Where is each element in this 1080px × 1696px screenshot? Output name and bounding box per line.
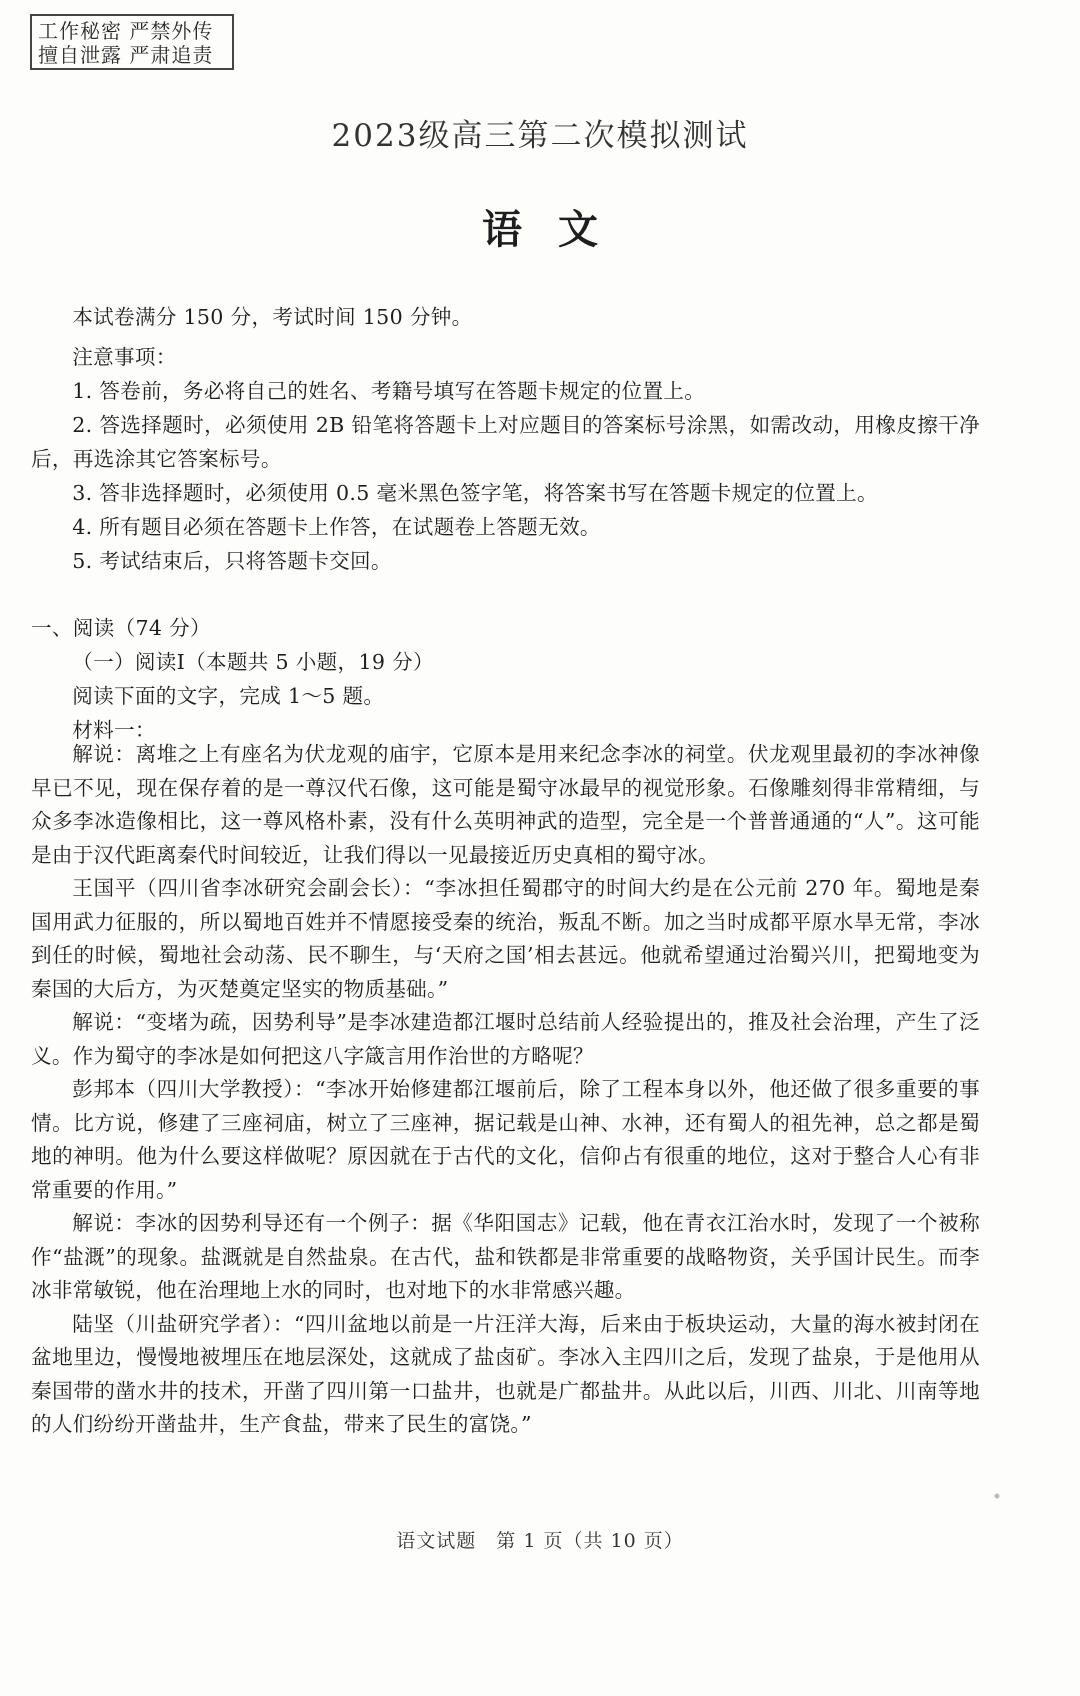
stamp-line-1: 工作秘密 严禁外传	[38, 19, 214, 43]
stamp-line-2: 擅自泄露 严肃追责	[38, 43, 214, 67]
part-heading: （一）阅读Ⅰ（本题共 5 小题，19 分）	[72, 650, 434, 674]
notice-item-5: 5. 考试结束后，只将答题卡交回。	[72, 549, 392, 573]
exam-title: 2023级高三第二次模拟测试	[331, 118, 749, 154]
material-label: 材料一：	[72, 718, 156, 742]
notice-item-4: 4. 所有题目必须在答题卡上作答，在试题卷上答题无效。	[72, 515, 601, 539]
scan-speck-decoration	[990, 1486, 1004, 1506]
exam-instructions	[31, 300, 980, 747]
section-heading: 一、阅读（74 分）	[31, 616, 211, 640]
passage-paragraph-3: 解说：“变堵为疏，因势利导”是李冰建造都江堰时总结前人经验提出的，推及社会治理，产生了泛义。作为蜀守的李冰是如何把这八字箴言用作治世的方略呢？	[31, 1010, 980, 1068]
passage-paragraph-1: 解说：离堆之上有座名为伏龙观的庙宇，它原本是用来纪念李冰的祠堂。伏龙观里最初的李冰神像早已不见，现在保存着的是一尊汉代石像，这可能是蜀守冰最早的视觉形象。石像雕刻得非常精细，与众多李冰造像相比，这一尊风格朴素，没有什么英明神武的造型，完全是一个普普通通的“人”。这可能是由于汉代距离秦代时间较近，让我们得以一见最接近历史真相的蜀守冰。	[31, 742, 980, 867]
confidential-stamp	[30, 14, 234, 70]
passage-paragraph-4: 彭邦本（四川大学教授）：“李冰开始修建都江堰前后，除了工程本身以外，他还做了很多重要的事情。比方说，修建了三座祠庙，树立了三座神，据记载是山神、水神，还有蜀人的祖先神，总之都是蜀地的神明。他为什么要这样做呢？原因就在于古代的文化，信仰占有很重的地位，这对于整合人心有非常重要的作用。”	[31, 1077, 980, 1202]
reading-passage	[31, 738, 980, 1442]
score-time-line: 本试卷满分 150 分，考试时间 150 分钟。	[72, 305, 473, 329]
notice-heading: 注意事项：	[72, 345, 177, 369]
passage-paragraph-2: 王国平（四川省李冰研究会副会长）：“李冰担任蜀郡守的时间大约是在公元前 270 年。蜀地是秦国用武力征服的，所以蜀地百姓并不情愿接受秦的统治，叛乱不断。加之当时成都平原水旱无常，李冰到任的时候，蜀地社会动荡、民不聊生，与‘天府之国’相去甚远。他就希望通过治蜀兴川，把蜀地变为秦国的大后方，为灭楚奠定坚实的物质基础。”	[31, 876, 980, 1001]
page-footer: 语文试题 第 1 页（共 10 页）	[396, 1530, 684, 1552]
subject-title: 语文	[482, 206, 634, 253]
passage-paragraph-6: 陆坚（川盐研究学者）：“四川盆地以前是一片汪洋大海，后来由于板块运动，大量的海水被封闭在盆地里边，慢慢地被埋压在地层深处，这就成了盐卤矿。李冰入主四川之后，发现了盐泉，于是他用从秦国带的凿水井的技术，开凿了四川第一口盐井，也就是广都盐井。从此以后，川西、川北、川南等地的人们纷纷开凿盐井，生产食盐，带来了民生的富饶。”	[31, 1311, 980, 1436]
reading-instruction: 阅读下面的文字，完成 1～5 题。	[72, 684, 385, 708]
notice-item-3: 3. 答非选择题时，必须使用 0.5 毫米黑色签字笔，将答案书写在答题卡规定的位置上。	[72, 481, 878, 505]
notice-item-2: 2. 答选择题时，必须使用 2B 铅笔将答题卡上对应题目的答案标号涂黑，如需改动，用橡皮擦干净后，再选涂其它答案标号。	[31, 413, 980, 471]
passage-paragraph-5: 解说：李冰的因势利导还有一个例子：据《华阳国志》记载，他在青衣江治水时，发现了一个被称作“盐溉”的现象。盐溉就是自然盐泉。在古代，盐和铁都是非常重要的战略物资，关乎国计民生。而李冰非常敏锐，他在治理地上水的同时，也对地下的水非常感兴趣。	[31, 1211, 980, 1302]
notice-item-1: 1. 答卷前，务必将自己的姓名、考籍号填写在答题卡规定的位置上。	[72, 379, 706, 403]
